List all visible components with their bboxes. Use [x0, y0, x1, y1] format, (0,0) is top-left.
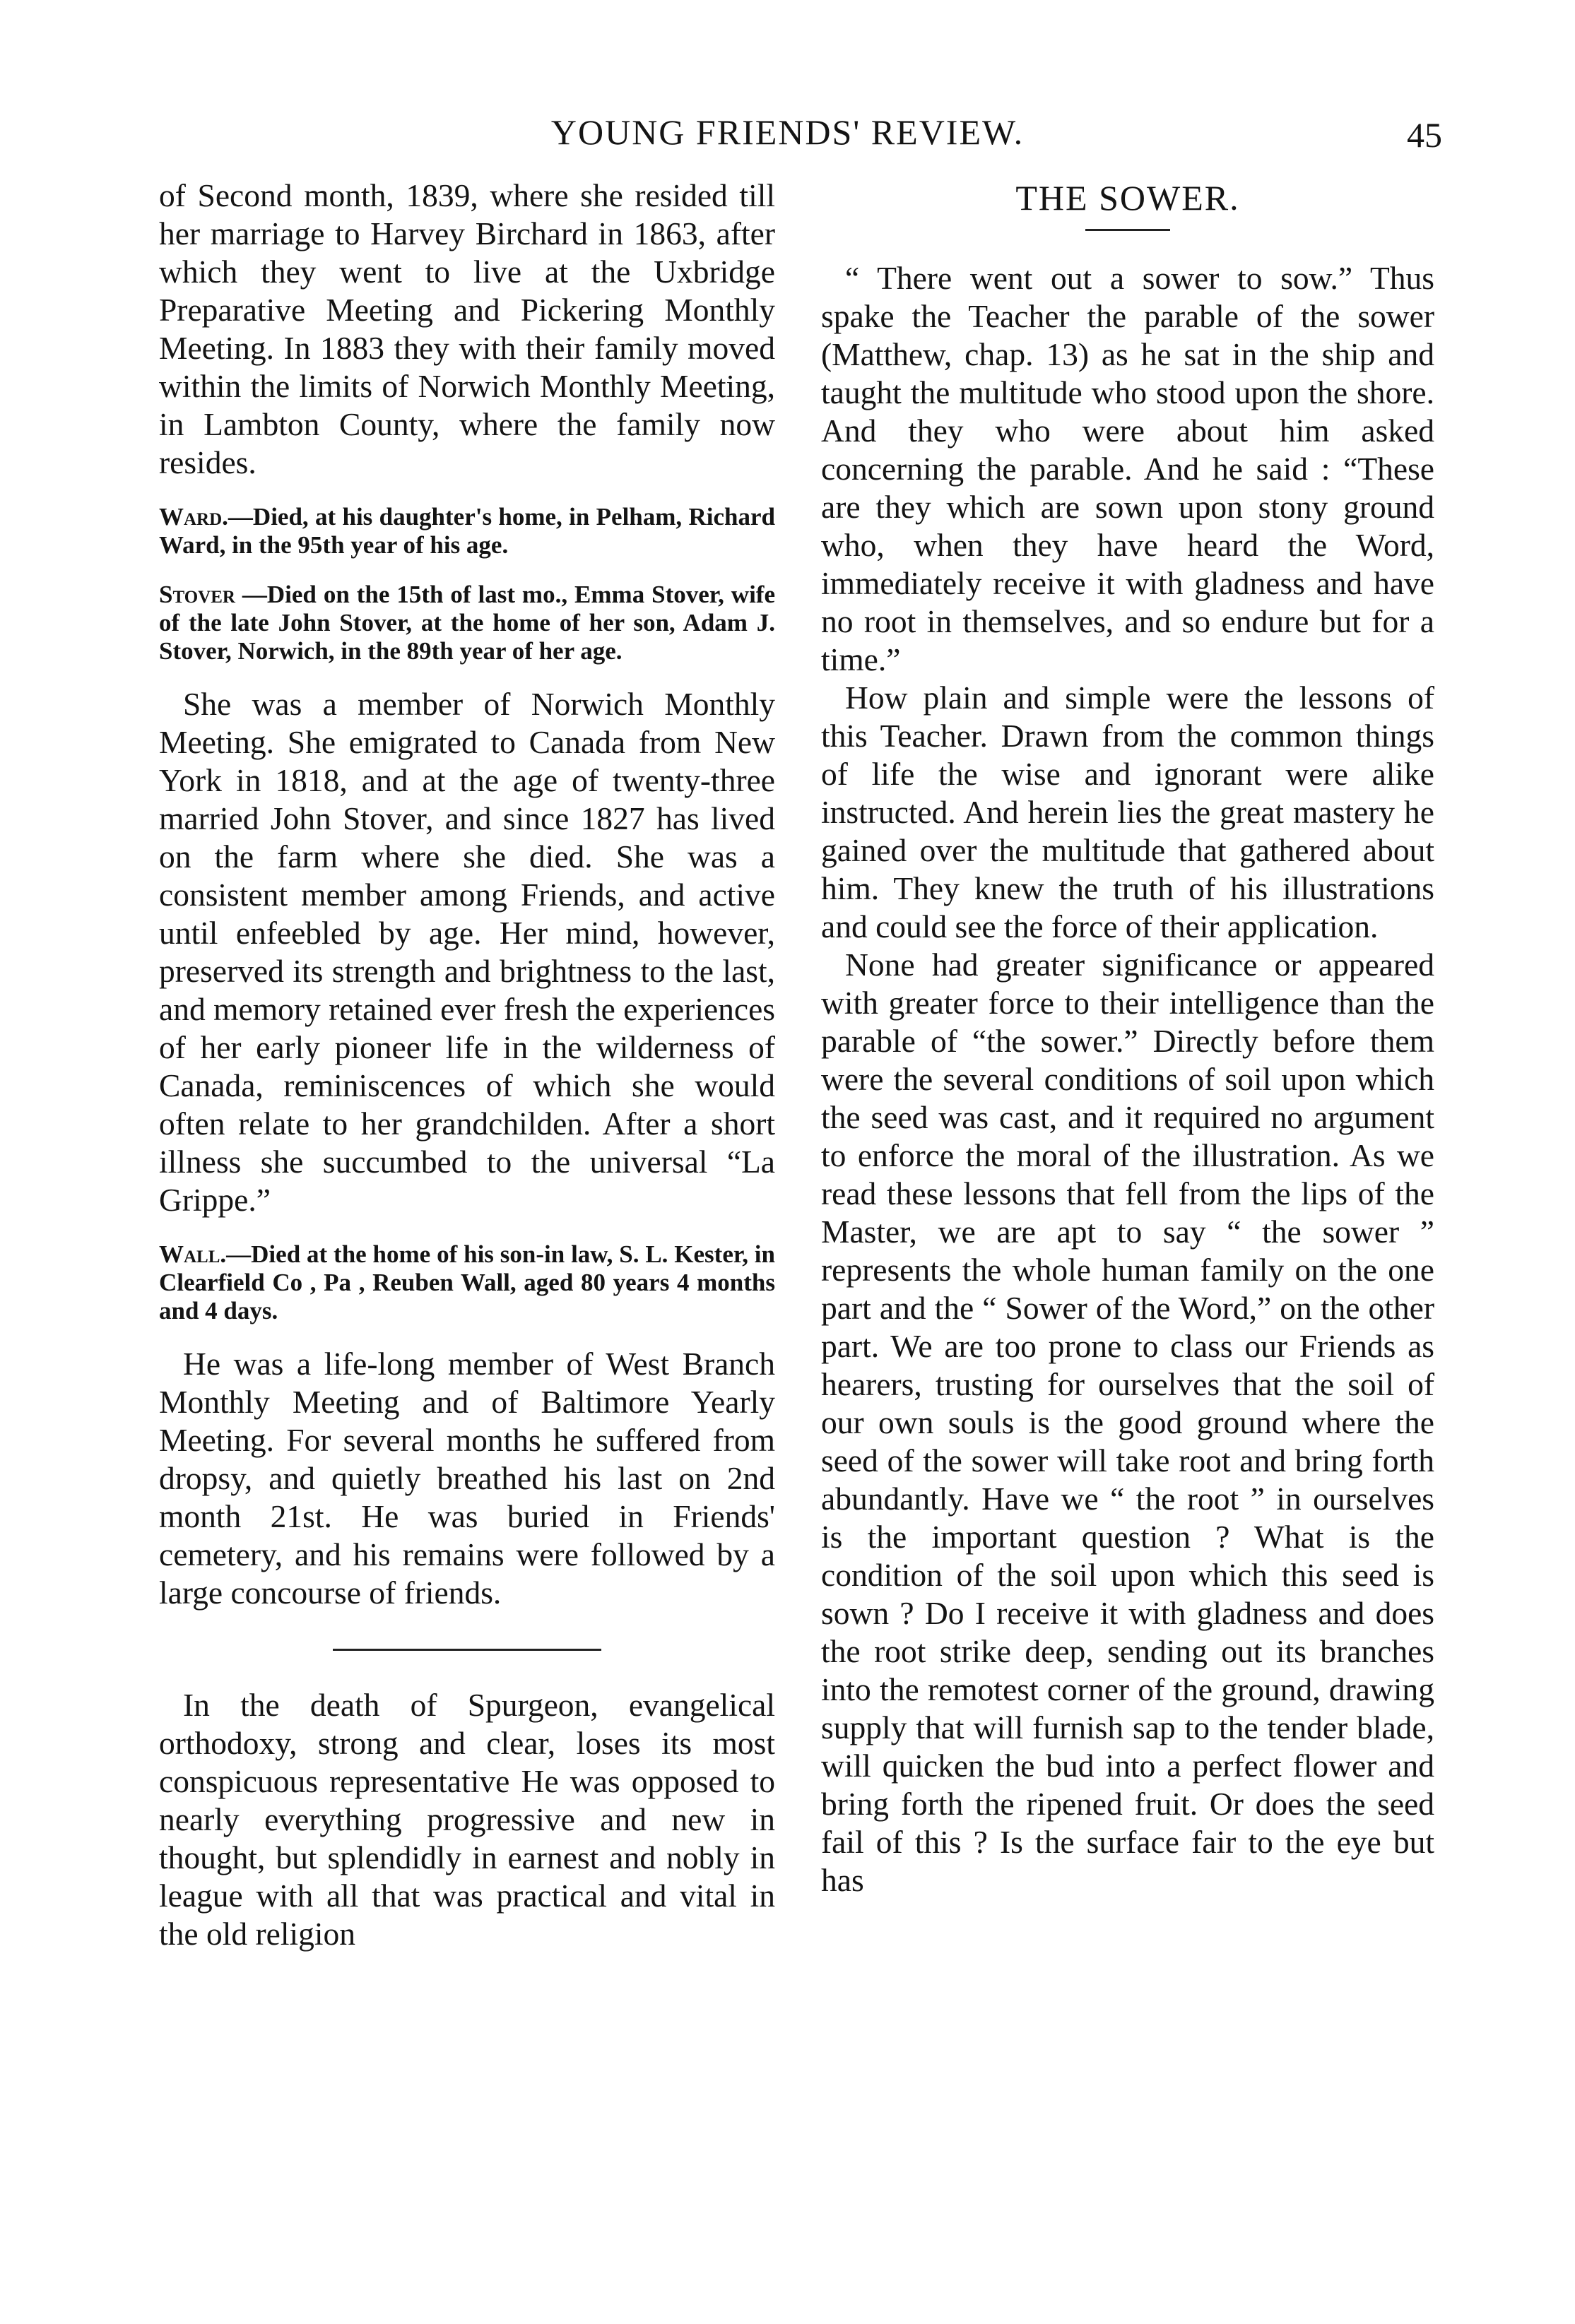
sower-paragraph-2: How plain and simple were the lessons of this Teacher. Drawn from the common things of life the wise and ignorant were alike instructed. And herein lies the great mastery he gained over the multitude that gathered about him. They knew the truth of his illustrations and could see the force of their application. — [821, 680, 1434, 944]
notice-text-ward: —Died, at his daughter's home, in Pelham, Richard Ward, in the 95th year of his age. — [159, 503, 775, 559]
notice-text-wall: —Died at the home of his son-in law, S. L. Kester, in Clearfield Co , Pa , Reuben Wall, aged 80 years 4 months and 4 days. — [159, 1240, 775, 1324]
sower-paragraph-3: None had greater significance or appeared with greater force to their intelligence than the parable of “the sower.” Directly before them were the several conditions of soil upon which the seed was cast, and it required no argument to enforce the moral of the illustration. As we read these lessons that fell from the lips of the Master, we are apt to say “ the sower ” represents the whole human family on the one part and the “ Sower of the Word,” on the other part. We are too prone to class our Friends as hearers, trusting for ourselves that the soil of our own souls is the good ground where the seed of the sower will take root and bring forth abundantly. Have we “ the root ” in ourselves is the important question ? What is the condition of the soil upon which this seed is sown ? Do I receive it with gladness and does the root strike deep, sending out its branches into the remotest corner of the ground, drawing supply that will furnish sap to the tender blade, will quicken the bud into a perfect flower and bring forth the ripened fruit. Or does the seed fail of this ? Is the surface fair to the eye but has — [821, 947, 1434, 1898]
running-head — [0, 112, 1575, 161]
section-divider — [333, 1649, 601, 1651]
page-number: 45 — [1407, 115, 1442, 155]
notice-name-wall: Wall. — [159, 1240, 227, 1268]
notice-name-ward: Ward. — [159, 503, 228, 530]
sower-paragraph-1: “ There went out a sower to sow.” Thus spake the Teacher the parable of the sower (Matthew, chap. 13) as he sat in the ship and taught the multitude who stood upon the shore. And they who were about him asked concerning the parable. And he said : “These are they which are sown upon stony ground who, when they have heard the Word, immediately receive it with gladness and have no root in themselves, and so endure but for a time.” — [821, 260, 1434, 677]
death-notice-ward — [159, 503, 775, 559]
notice-name-stover: Stover — [159, 581, 235, 608]
wall-obituary: He was a life-long member of West Branch Monthly Meeting and of Baltimore Yearly Meeting. For several months he suffered from dropsy, and quietly breathed his last on 2nd month 21st. He was buried in Friends' cemetery, and his remains were followed by a large concourse of friends. — [159, 1346, 775, 1611]
left-column — [159, 177, 775, 1953]
stover-obituary: She was a member of Norwich Monthly Meeting. She emigrated to Canada from New York in 1818, and at the age of twenty-three married John Stover, and since 1827 has lived on the farm where she died. She was a consistent member among Friends, and active until enfeebled by age. Her mind, however, preserved its strength and brightness to the last, and memory retained ever fresh the experiences of her early pioneer life in the wilderness of Canada, reminiscences of which she would often relate to her grandchilden. After a short illness she succumbed to the universal “La Grippe.” — [159, 686, 775, 1218]
death-notice-wall — [159, 1240, 775, 1325]
birchard-obituary-continued: of Second month, 1839, where she resided till her marriage to Harvey Birchard in 1863, after which they went to live at the Uxbridge Preparative Meeting and Pickering Monthly Meeting. In 1883 they with their family moved within the limits of Norwich Monthly Meeting, in Lambton County, where the family now resides. — [159, 177, 775, 480]
notice-text-stover: —Died on the 15th of last mo., Emma Stover, wife of the late John Stover, at the home of her son, Adam J. Stover, Norwich, in the 89th year of her age. — [159, 581, 775, 665]
title-rule — [1085, 229, 1170, 231]
running-title: YOUNG FRIENDS' REVIEW. — [550, 112, 1025, 152]
right-column — [821, 177, 1434, 1899]
death-notice-stover — [159, 581, 775, 665]
spurgeon-paragraph: In the death of Spurgeon, evangelical orthodoxy, strong and clear, loses its most conspicuous representative He was opposed to nearly everything progressive and new in thought, but splendidly in earnest and nobly in league with all that was practical and vital in the old religion — [159, 1687, 775, 1952]
article-title: THE SOWER. — [1015, 178, 1240, 218]
